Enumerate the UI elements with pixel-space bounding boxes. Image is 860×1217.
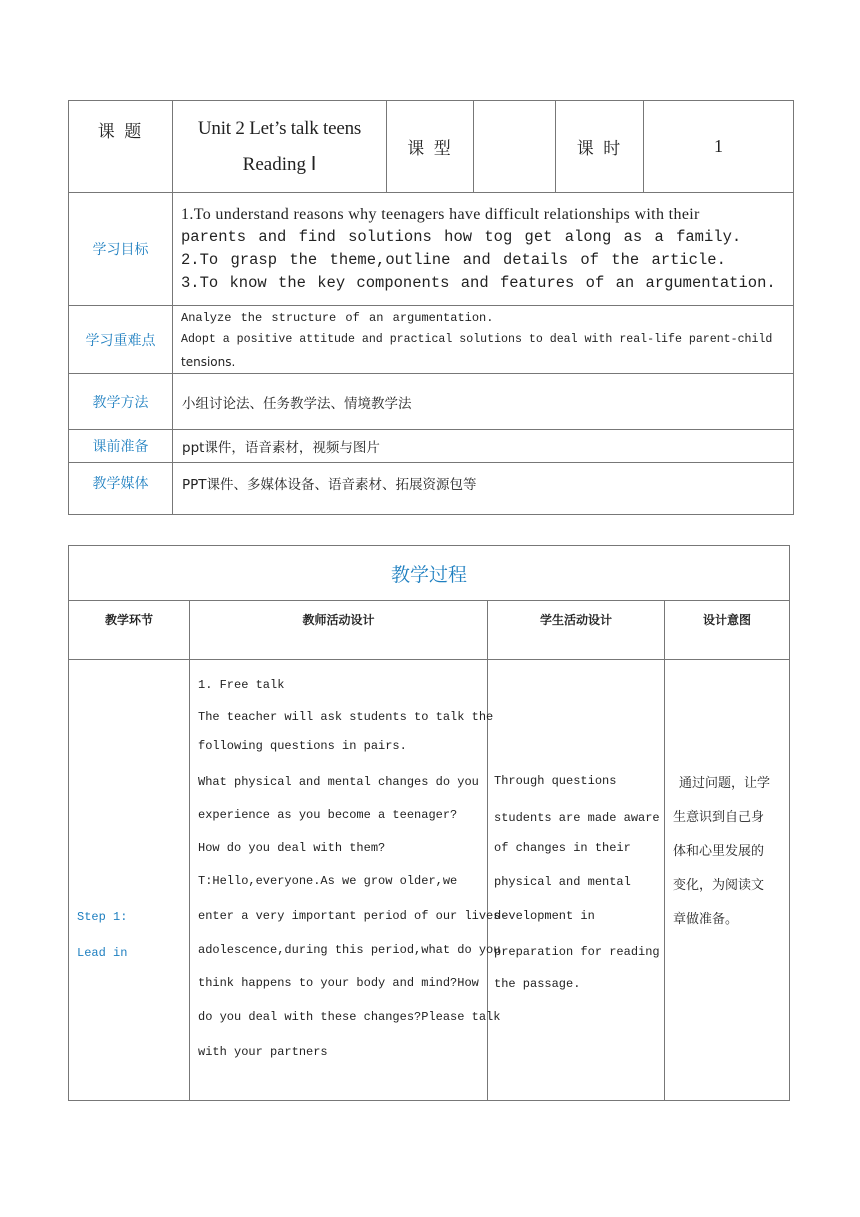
focus-line: Adopt a positive attitude and practical solutions to deal with real-life parent-child: [181, 332, 773, 346]
methods-value: 小组讨论法、任务教学法、情境教学法: [173, 374, 794, 430]
teacher-line: How do you deal with them?: [198, 841, 386, 855]
objectives-content: [173, 193, 794, 306]
objective-line: parents and find solutions how tog get along as a family.: [181, 228, 742, 246]
intent-line: 通过问题，让学: [679, 776, 771, 791]
student-line: Through questions: [494, 774, 617, 788]
step-name: Lead in: [77, 946, 128, 960]
col-header-stage: 教学环节: [69, 601, 190, 660]
step-cell: [69, 660, 190, 1101]
focus-line: Analyze the structure of an argumentation.: [181, 310, 494, 325]
topic-label: 课 题: [69, 101, 173, 193]
objective-line: 3.To know the key components and features of an argumentation.: [181, 274, 776, 292]
teacher-line: experience as you become a teenager?: [198, 808, 458, 822]
objective-line: 2.To grasp the theme,outline and details of the article.: [181, 251, 726, 269]
period-value: 1: [644, 101, 794, 193]
teacher-line: enter a very important period of our lives-: [198, 909, 508, 923]
media-value: PPT课件、多媒体设备、语音素材、拓展资源包等: [173, 463, 794, 515]
col-header-student: 学生活动设计: [488, 601, 665, 660]
intent-line: 章做准备。: [673, 912, 739, 927]
teacher-line: think happens to your body and mind?How: [198, 976, 479, 990]
student-line: physical and mental: [494, 875, 631, 889]
focus-content: [173, 306, 794, 374]
teaching-process-table: [68, 545, 790, 1101]
teacher-line: 1. Free talk: [198, 678, 285, 692]
objective-line: 1.To understand reasons why teenagers have difficult relationships with their: [181, 206, 700, 223]
intent-line: 生意识到自己身: [673, 810, 765, 825]
student-line: development in: [494, 909, 595, 923]
focus-label: 学习重难点: [69, 306, 173, 374]
teacher-line: What physical and mental changes do you: [198, 775, 479, 789]
methods-label: 教学方法: [69, 374, 173, 430]
teacher-line: adolescence,during this period,what do you: [198, 943, 501, 957]
teacher-line: with your partners: [198, 1045, 328, 1059]
intent-line: 体和心里发展的: [673, 844, 765, 859]
type-label: 课 型: [387, 101, 474, 193]
teacher-activity-cell: [190, 660, 508, 1101]
topic-line-1: Unit 2 Let’s talk teens: [197, 117, 362, 139]
teacher-line: T:Hello,everyone.As we grow older,we: [198, 874, 458, 888]
objectives-label: 学习目标: [69, 193, 173, 306]
col-header-teacher: 教师活动设计: [190, 601, 488, 660]
student-line: students are made aware: [494, 811, 660, 825]
focus-line: tensions.: [181, 354, 236, 369]
topic-line-2: Reading Ⅰ: [242, 153, 317, 175]
teacher-line: following questions in pairs.: [198, 739, 407, 753]
process-title: 教学过程: [69, 546, 790, 601]
period-label: 课 时: [556, 101, 644, 193]
course-info-table: [68, 100, 794, 515]
teacher-line: do you deal with these changes?Please talk: [198, 1010, 501, 1024]
student-line: preparation for reading: [494, 945, 660, 959]
design-intent-cell: [665, 660, 790, 1101]
teacher-line: The teacher will ask students to talk the: [198, 710, 494, 724]
media-label: 教学媒体: [69, 463, 173, 515]
prep-label: 课前准备: [69, 430, 173, 463]
intent-line: 变化，为阅读文: [673, 878, 765, 893]
student-line: the passage.: [494, 977, 581, 991]
topic-value: [173, 101, 387, 193]
student-line: of changes in their: [494, 841, 631, 855]
step-number: Step 1:: [77, 910, 128, 924]
student-activity-cell: [488, 660, 665, 1101]
type-value: [474, 101, 556, 193]
col-header-intent: 设计意图: [665, 601, 790, 660]
prep-value: ppt课件，语音素材，视频与图片: [173, 430, 794, 463]
